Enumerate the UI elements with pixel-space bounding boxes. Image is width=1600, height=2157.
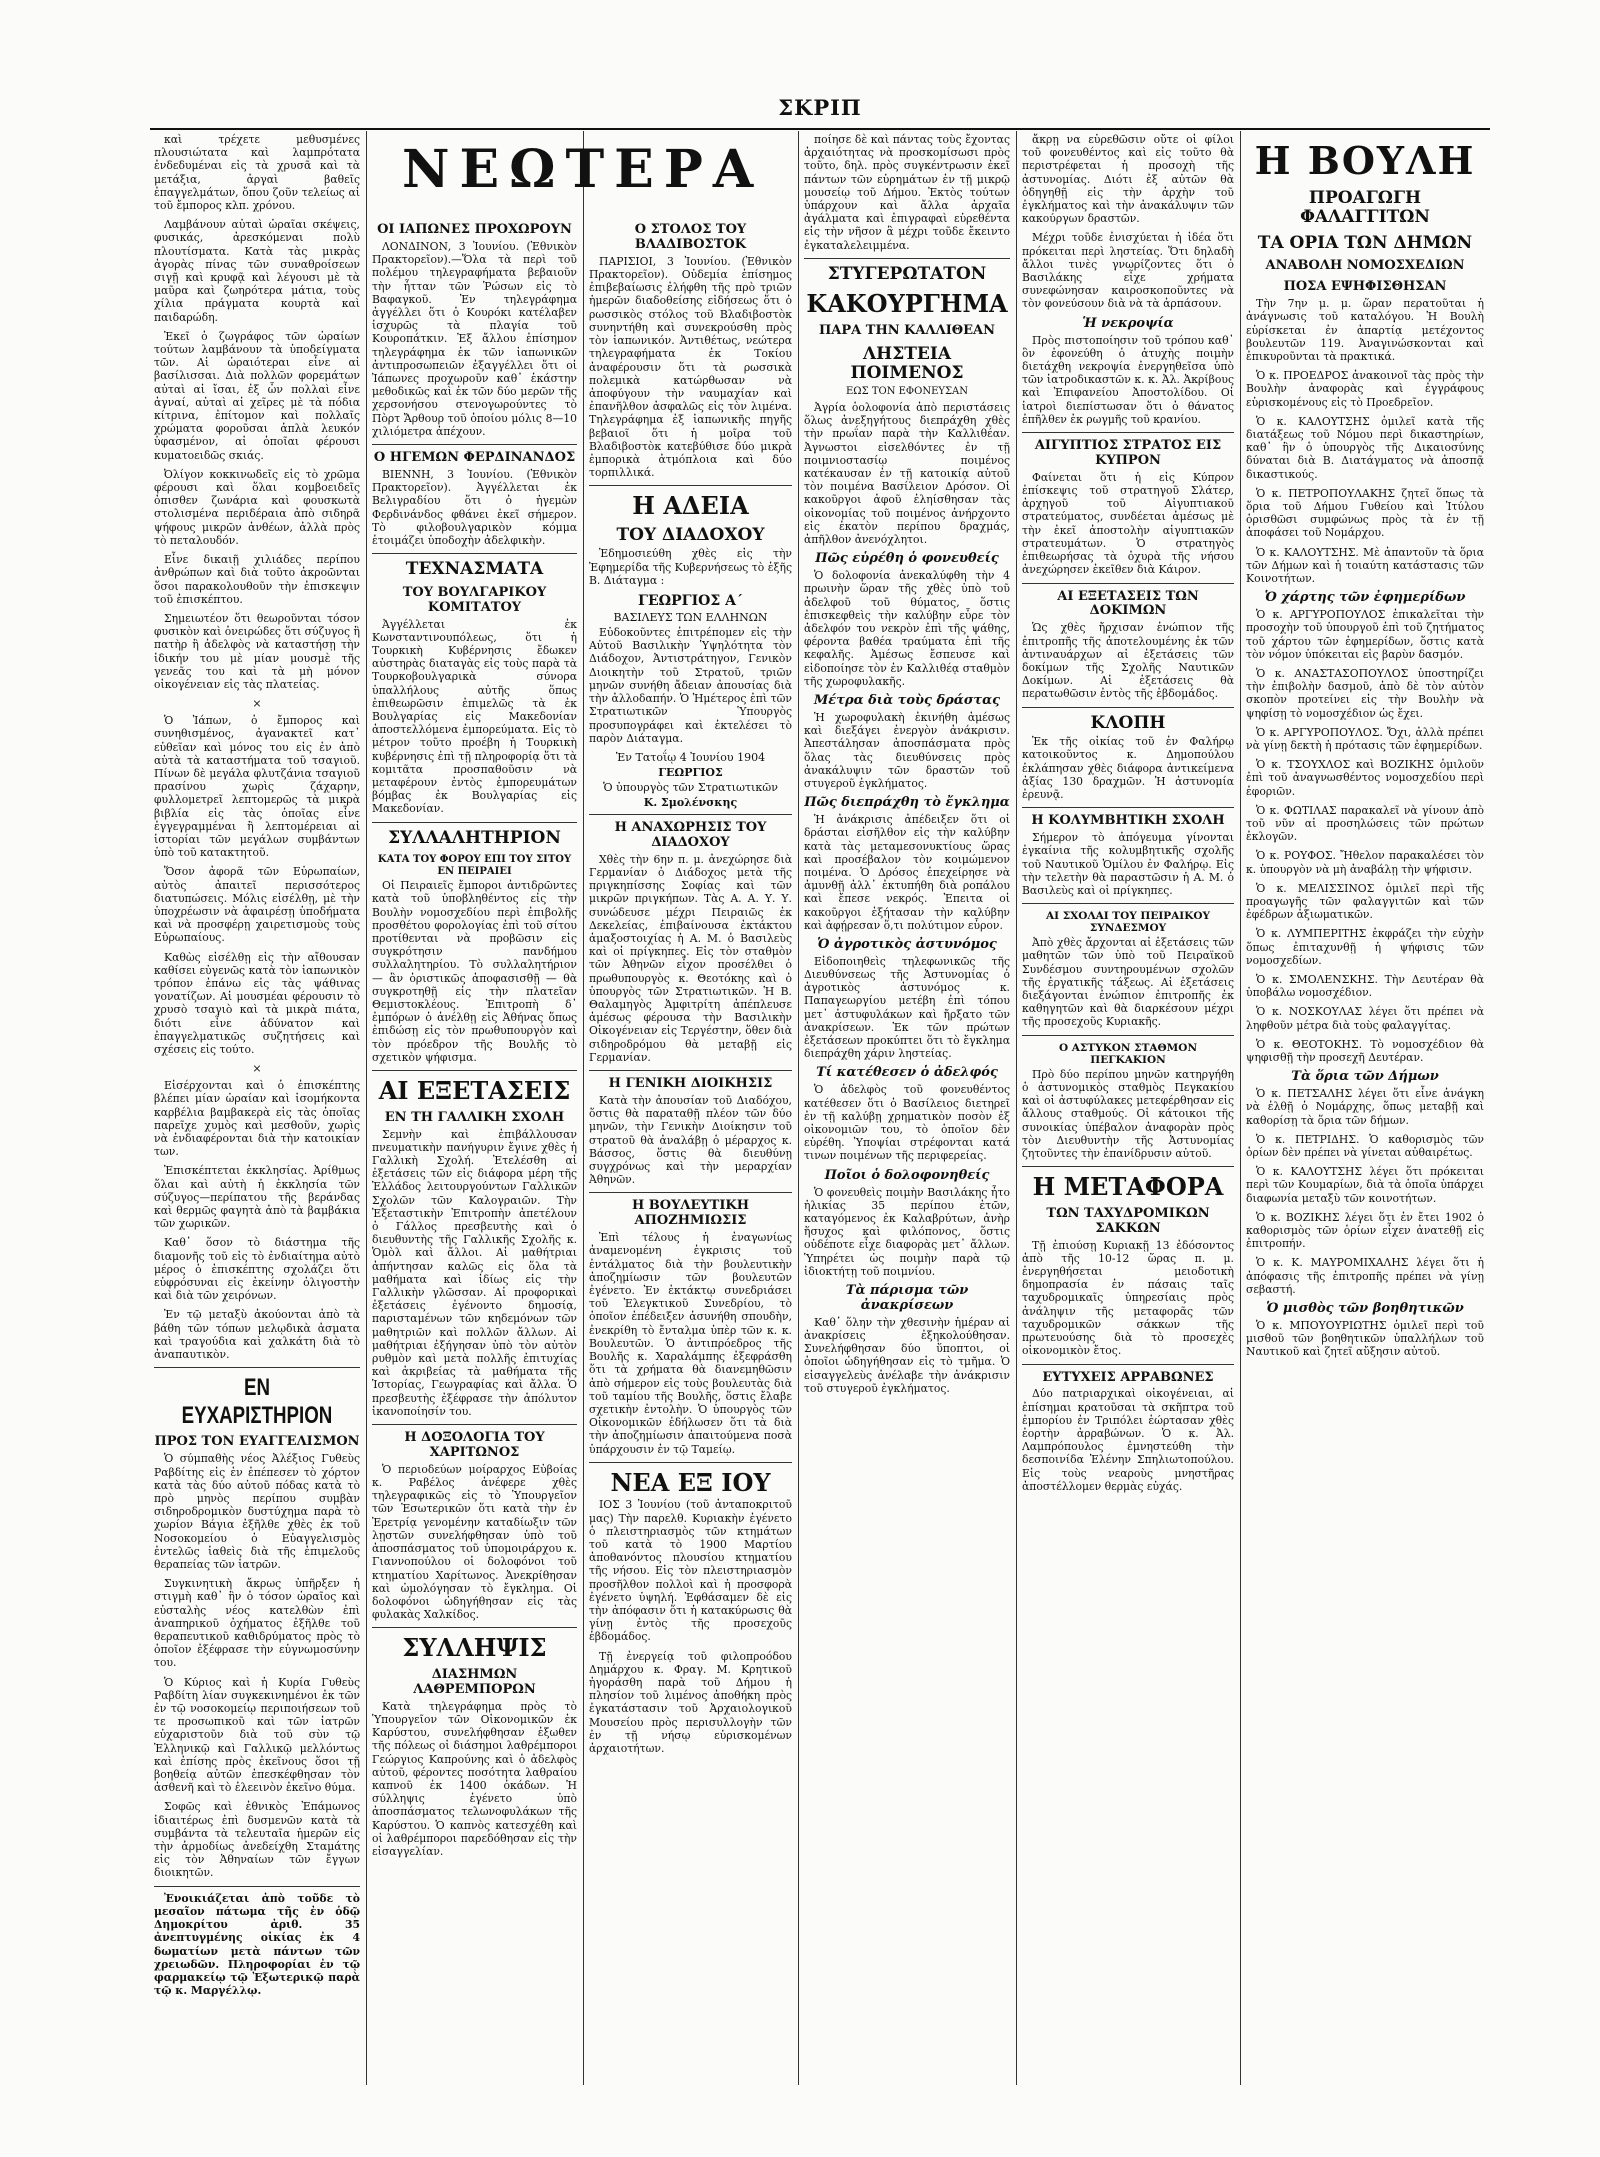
headline: ΑΙ ΣΧΟΛΑΙ ΤΟΥ ΠΕΙΡΑΙΚΟΥ ΣΥΝΔΕΣΜΟΥ (1046, 910, 1210, 935)
divider (154, 1886, 360, 1887)
article-paragraph: Ὀλίγον κοκκινωδεῖς εἰς τὸ χρῶμα φέρουσι καὶ ὅλαι κομβοειδεῖς ὀπισθεν ζωνάρια καὶ φουσκωτὰ στολισμένα περιδέραια ἀπὸ σιδηρᾶ ψήφους μικρῶν ἀνθέων, ἀλλὰ πρὸς τὸ πεταλουδόν. (154, 467, 360, 547)
divider (1022, 432, 1234, 433)
headline-parliament: Η ΒΟΥΛΗ (1254, 138, 1476, 183)
article-paragraph: Ἐκεῖ ὁ ζωγράφος τῶν ὡραίων τούτων λαμβάνουν τὰ ὑποδείγματα τῶν. Αἱ ὡραιότεραι εἶνε αἱ βασίλισσαι. Διὰ πολλῶν φορεμάτων αὐταὶ αἱ ἴσαι, ἐξ ὧν πολλαὶ εἶνε ἀγναί, αὐταὶ αἱ χεῖρες μὲ τὰ πόδια κίτρινα, ἐπίτομον καὶ πολλαῖς χρώματα φοροῦσαι ἁπλὰ λευκόν ὑφασμένον, αἱ ὁποῖαι φέρουσι κυματοειδῶς σκιάς. (154, 329, 360, 462)
section-heading: Ὁ ἀγροτικὸς ἀστυνόμος (817, 936, 997, 952)
subheadline: ΤΟΥ ΒΟΥΛΓΑΡΙΚΟΥ ΚΟΜΙΤΑΤΟΥ (402, 584, 547, 615)
divider (1022, 1035, 1234, 1036)
article-paragraph: ΠΑΡΙΣΙΟΙ, 3 Ἰουνίου. (Ἐθνικὸν Πρακτορεῖον). Οὐδεμία ἐπίσημος ἐπιβεβαίωσις ἐλήφθη τῆς πρὸ τριῶν ἡμερῶν διαδοθείσης εἰδήσεως ὅτι ὁ ρωσσικὸς στόλος τοῦ Βλαδιβοστὸκ συνηντήθη καὶ συνεκρούσθη πρὸς τὸν ἰαπωνικόν. Ἀντιθέτως, νεώτερα τηλεγραφήματα ἐκ Τοκίου ἀναφέρουσιν ὅτι τὰ ρωσσικὰ πολεμικὰ κατώρθωσαν νὰ ἀποφύγουν τὴν ναυμαχίαν καὶ ἐπανῆλθον ἀσφαλῶς εἰς τὸν λιμένα. Τηλεγράφημα ἐξ ἰαπωνικῆς πηγῆς βεβαιοῖ ὅτι ἡ μοῖρα τοῦ Βλαδιβοστὸκ κατεβύθισε δύο μικρὰ ἐμπορικὰ ἀτμόπλοια καὶ δύο τορπιλλικά. (589, 254, 792, 480)
article-paragraph: Ὁ κ. ΒΟΖΙΚΗΣ λέγει ὅτι ἐν ἔτει 1902 ὁ καθορισμὸς τῶν ὁρίων εἶχεν ἀνατεθῇ εἰς ἐπιτροπήν. (1246, 1210, 1484, 1251)
article-paragraph: Φαίνεται ὅτι ἡ εἰς Κύπρον ἐπίσκεψις τοῦ στρατηγοῦ Σλάτερ, ἀρχηγοῦ τοῦ Αἰγυπτιακοῦ στρατεύματος, συνδέεται ἀμέσως μὲ τὴν ἐκεῖ ἀποστολὴν αἰγυπτιακῶν στρατευμάτων. Ὁ στρατηγὸς ἐπιθεωρήσας τὰ ὀχυρὰ τῆς νήσου ἀνεχώρησεν ἐκεῖθεν διὰ Κάιρον. (1022, 470, 1234, 577)
article-paragraph: Ὁ κ. ΤΣΟΥΧΛΟΣ καὶ ΒΟΖΙΚΗΣ ὁμιλοῦν ἐπὶ τοῦ ἀναγνωσθέντος νομοσχεδίου περὶ ἐφοριῶν. (1246, 758, 1484, 798)
section-heading: Τί κατέθεσεν ὁ ἀδελφός (816, 1065, 998, 1081)
article-paragraph: Κατὰ τὴν ἀπουσίαν τοῦ Διαδόχου, ὅστις θὰ παραταθῇ πλέον τῶν δύο μηνῶν, τὴν Γενικὴν Διοίκησιν τοῦ στρατοῦ θὰ ἀναλάβῃ ὁ μέραρχος κ. Βάσσος, ὅστις θὰ διευθύνῃ συγχρόνως καὶ τὴν μεραρχίαν Ἀθηνῶν. (589, 1093, 792, 1187)
article-paragraph: Πρὸ δύο περίπου μηνῶν κατηργήθη ὁ ἀστυνομικὸς σταθμὸς Πεγκακίου καὶ οἱ ἀστυφύλακες μετεφέρθησαν εἰς ἄλλους σταθμούς. Οἱ κάτοικοι τῆς συνοικίας ὑπέβαλον ἀναφορὰν πρὸς τὸν Διευθυντὴν τῆς Ἀστυνομίας ζητοῦντες τὴν ἐπανίδρυσιν αὐτοῦ. (1022, 1067, 1234, 1160)
article-paragraph: Δύο πατριαρχικαὶ οἰκογένειαι, αἱ ἐπίσημαι κρατοῦσαι τὰ σκῆπτρα τοῦ ἐμπορίου ἐν Τριπόλει ἑώρτασαν χθὲς ἐορτὴν ἀρραβώνων. Ὁ κ. Ἀλ. Λαμπρόπουλος ἐμνηστεύθη τὴν δεσποινίδα Ἑλένην Σπηλιωτοπούλου. Εἰς τοὺς νεαροὺς μνηστῆρας ἀποστέλλομεν θερμὰς εὐχάς. (1022, 1387, 1234, 1493)
headline: ΕΥΤΥΧΕΙΣ ΑΡΡΑΒΩΝΕΣ (1042, 1369, 1214, 1385)
article-paragraph: Ὁ κ. ΠΕΤΡΙΔΗΣ. Ὁ καθορισμὸς τῶν ὁρίων δὲν πρέπει νὰ γίνεται αὐθαιρέτως. (1246, 1132, 1484, 1160)
section-heading: Ὁ χάρτης τῶν ἐφημερίδων (1264, 590, 1466, 606)
classified-note: Ἐνοικιάζεται ἀπὸ τοῦδε τὸ μεσαῖον πάτωμα τῆς ἐν ὁδῷ Δημοκρίτου ἀριθ. 35 ἀνεπτυγμένης οἰκίας ἐκ 4 δωματίων μετὰ πάντων τῶν χρειωδῶν. Πληροφορίαι ἐν τῷ φαρμακείῳ τῷ Ἐξωτερικῷ παρὰ τῷ κ. Μαργέλλῳ. (154, 1891, 360, 1998)
subheadline: ΕΝ ΤΗ ΓΑΛΛΙΚΗ ΣΧΟΛΗ (384, 1109, 565, 1125)
headline: ΝΕΑ ΕΞ ΙΟΥ (610, 1467, 771, 1497)
subheadline: ΠΑΡΑ ΤΗΝ ΚΑΛΛΙΘΕΑΝ (819, 322, 995, 338)
divider (372, 444, 577, 445)
column-rule (366, 131, 367, 2085)
article-paragraph: Ὁ κ. ΑΡΓΥΡΟΠΟΥΛΟΣ. Ὄχι, ἀλλὰ πρέπει νὰ γίνῃ δεκτὴ ἡ πρότασις τῶν ἐφημερίδων. (1246, 725, 1484, 753)
article-paragraph: Σήμερον τὸ ἀπόγευμα γίνονται ἐγκαίνια τῆς κολυμβητικῆς σχολῆς τοῦ Ναυτικοῦ Ὁμίλου ἐν Φαλήρῳ. Εἰς τὴν τελετὴν θὰ παραστῶσιν ἡ Α. Μ. ὁ Βασιλεὺς καὶ οἱ πρίγκηπες. (1022, 831, 1234, 897)
subheadline: ΑΝΑΒΟΛΗ ΝΟΜΟΣΧΕΔΙΩΝ (1265, 258, 1465, 274)
section-heading: Ἡ νεκροψία (1082, 315, 1174, 331)
article-paragraph: Ὁ περιοδεύων μοίραρχος Εὐβοίας κ. Ραβέλος ἀνέφερε χθὲς τηλεγραφικῶς εἰς τὸ Ὑπουργεῖον τῶν Ἐσωτερικῶν ὅτι κατὰ τὴν ἐν Ἐρετρίᾳ γενομένην καταδίωξιν τῶν λῃστῶν συνελήφθησαν ὑπὸ τοῦ ἀποσπάσματος τοῦ ὑπομοιράρχου κ. Γιαννοπούλου οἱ δολοφόνοι τοῦ κτηματίου Χαρίτωνος. Ἀνεκρίθησαν καὶ ὡμολόγησαν τὸ ἔγκλημα. Οἱ δολοφόνοι ὡδηγήθησαν εἰς τὰς φυλακὰς Χαλκίδος. (372, 1462, 577, 1622)
divider (1022, 807, 1234, 808)
decree-king: ΓΕΩΡΓΙΟΣ Α´ (638, 593, 743, 610)
section-heading: Τὰ πάρισμα τῶν ἀνακρίσεων (845, 1283, 969, 1313)
article-paragraph: Πρὸς πιστοποίησιν τοῦ τρόπου καθ᾽ ὃν ἐφονεύθη ὁ ἀτυχὴς ποιμὴν διετάχθη νεκροψία ἐνεργηθεῖσα ὑπὸ τῶν ἰατροδικαστῶν κ. κ. Ἀλ. Ἀκρίβους καὶ Ἐπιφανείου Ἀποστολίδου. Οἱ ἰατροὶ διεπίστωσαν ὅτι ὁ θάνατος ἐπῆλθεν ἐκ ρωγμῆς τοῦ κρανίου. (1022, 333, 1234, 426)
article-paragraph: Ὁ ἀδελφὸς τοῦ φονευθέντος κατέθεσεν ὅτι ὁ Βασίλειος διετηρεῖ ἐν τῇ καλύβῃ χρηματικὸν ποσὸν ἐξ οἰκονομιῶν του, τὸ ὁποῖον δὲν εὑρέθη. Ὑποψίαι στρέφονται κατά τινων ποιμένων τῆς περιφερείας. (804, 1083, 1010, 1163)
divider (589, 1192, 792, 1193)
article-paragraph: Οἱ Πειραιεῖς ἔμποροι ἀντιδρῶντες κατὰ τοῦ ὑποβληθέντος εἰς τὴν Βουλὴν νομοσχεδίου περὶ ἐπιβολῆς προσθέτου φορολογίας ἐπὶ τοῦ σίτου προτίθενται νὰ προβῶσιν εἰς συγκρότησιν πανδήμου συλλαλητηρίου. Τὸ συλλαλητήριον — ἂν ὁριστικῶς ἀποφασισθῇ — θὰ συγκροτηθῇ εἰς τὴν πλατεῖαν Θεμιστοκλέους. Ἐπιτροπὴ δ᾽ ἐμπόρων ὁ ἀνέλθῃ εἰς Ἀθήνας ὅπως ἐπιδώσῃ εἰς τὸν πρωθυπουργὸν καὶ τὸν πρόεδρον τῆς Βουλῆς τὸ σχετικὸν ψήφισμα. (372, 879, 577, 1064)
column-5 (1018, 131, 1238, 2085)
article-paragraph: Εὐδοκοῦντες ἐπιτρέπομεν εἰς τὴν Αὐτοῦ Βασιλικὴν Ὑψηλότητα τὸν Διάδοχον, Ἀντιστράτηγον, Γενικὸν Διοικητὴν τοῦ Στρατοῦ, τριῶν μηνῶν συνήθη ἄδειαν ἀπουσίας διὰ τὴν ἀλλοδαπήν. Ὁ Ἡμέτερος ἐπὶ τῶν Στρατιωτικῶν Ὑπουργὸς προσυπογράφει καὶ ἐκτελέσει τὸ παρὸν Διάταγμα. (589, 626, 792, 745)
column-3 (585, 215, 796, 2085)
article-paragraph: Ἐν τῷ μεταξὺ ἀκούονται ἀπὸ τὰ βάθη τῶν τόπων μελῳδικὰ ἀσματα καὶ τραγούδια καὶ χαλκάτη διὰ τὸ ἀναπαυτικὸν. (154, 1308, 360, 1362)
headline: ΚΑΚΟΥΡΓΗΜΑ (806, 289, 1008, 319)
article-paragraph: ποίησε δὲ καὶ πάντας τοὺς ἔχοντας ἀρχαιότητας νὰ προσκομίσωσι πρὸς τοῦτο, δηλ. πρὸς συγκέντρωσιν ἐκεῖ πάντων τῶν εὑρημάτων ἐν τῇ μικρῷ μουσείῳ τοῦ Δήμου. Ἐκτὸς τούτων ὑπάρχουν καὶ ἄλλα ἀρχαῖα ἀγάλματα καὶ ἐπιγραφαὶ εὑρεθέντα εἰς τὴν νῆσον ἃ μέχρι τοῦδε ἔκειντο ἐγκαταλελειμμένα. (804, 133, 1010, 252)
divider (1022, 583, 1234, 584)
divider (372, 553, 577, 554)
separator-mark: × (252, 697, 262, 711)
headline: ΑΙΓΥΠΤΙΟΣ ΣΤΡΑΤΟΣ ΕΙΣ ΚΥΠΡΟΝ (1034, 438, 1222, 468)
divider (372, 1627, 577, 1628)
headline: Ο ΣΤΟΛΟΣ ΤΟΥ ΒΛΑΔΙΒΟΣΤΟΚ (634, 222, 747, 252)
article-paragraph: Ὁ κ. ΚΑΛΟΥΤΣΗΣ. Μὲ ἀπαντοῦν τὰ ὅρια τῶν Δήμων καὶ ἡ τοιαύτη κατάστασις τῶν Κοινοτήτων. (1246, 545, 1484, 586)
article-paragraph: Ἐπὶ τέλους ἡ ἐναγωνίως ἀναμενομένη ἐγκρισις τοῦ ἐντάλματος διὰ τὴν βουλευτικὴν ἀποζημίωσιν τῶν βουλευτῶν ἐγένετο. Ἐν ἐκτάκτῳ συνεδριάσει τοῦ Ἐλεγκτικοῦ Συνεδρίου, τὸ ὁποῖον ἐπέδειξεν ἀσυνήθη σπουδὴν, ἐνεκρίθη τὸ ἔνταλμα ὑπὲρ τῶν κ. κ. Βουλευτῶν. Ὁ ἀντιπρόεδρος τῆς Βουλῆς κ. Χαραλάμπης ἐξεφράσθη ὅτι τὰ χρήματα θὰ διανεμηθῶσιν ἀπὸ σήμερον εἰς τοὺς βουλευτὰς διὰ τοῦ ταμίου τῆς Βουλῆς, ὅστις ἔλαβε σχετικὴν ἐντολὴν. Ὁ ὑπουργὸς τῶν Οἰκονομικῶν ἐδήλωσεν ὅτι τὰ διὰ τὴν ἀποζημίωσιν ἀπαιτούμενα ποσὰ ὑπάρχουσιν ἐν τῷ Ταμείῳ. (589, 1231, 792, 1456)
headline: Η ΜΕΤΑΦΟΡΑ (1032, 1172, 1224, 1202)
headline: ΑΙ ΕΞΕΤΑΣΕΙΣ (378, 1076, 571, 1105)
article-paragraph: καὶ τρέχετε μεθυσμένες πλουσιώτατα καὶ λαμπρότατα ἐνδεδυμέναι εἰς τὰ χρυσᾶ καὶ τὰ μετάξια, ἀργαὶ βαθεῖς ἐπαγγελμάτων, ὅπου ζοῦν τελείως αἱ τοῦ ἔμπορος κλπ. χρόνου. (154, 133, 360, 213)
divider (372, 822, 577, 823)
divider (1022, 903, 1234, 904)
article-paragraph: Εἰδοποιηθεὶς τηλεφωνικῶς τῆς Διευθύνσεως τῆς Ἀστυνομίας ὁ ἀγροτικὸς ἀστυνόμος κ. Παπαγεωργίου μετέβη ἐπὶ τόπου μετ᾽ ἀστυφυλάκων καὶ ἤρξατο τῶν ἀνακρίσεων. Ἐκ τῶν πρώτων ἐξετάσεων προκύπτει ὅτι τὸ ἔγκλημα διεπράχθη χάριν ληστείας. (804, 954, 1010, 1061)
article-paragraph: Τὴν 7ην μ. μ. ὥραν περατοῦται ἡ ἀνάγνωσις τοῦ καταλόγου. Ἡ Βουλὴ εὑρίσκεται ἐν ἀπαρτίᾳ μετέχοντος βουλευτῶν 119. Ἀναγινώσκονται καὶ ἐπικυροῦνται τὰ πρακτικά. (1246, 297, 1484, 364)
subheadline: ΠΡΟΑΓΩΓΗ ΦΑΛΑΓΓΙΤΩΝ (1300, 187, 1430, 228)
subheadline: ΔΙΑΣΗΜΩΝ ΛΑΘΡΕΜΠΟΡΩΝ (413, 1666, 536, 1697)
subheadline: ΚΑΤΑ ΤΟΥ ΦΟΡΟΥ ΕΠΙ ΤΟΥ ΣΙΤΟΥ ΕΝ ΠΕΙΡΑΙΕΙ (377, 854, 572, 877)
headline: ΣΥΛΛΑΛΗΤΗΡΙΟΝ (388, 827, 561, 848)
divider (372, 1424, 577, 1425)
divider (589, 814, 792, 815)
section-heading: Ὁ μισθὸς τῶν βοηθητικῶν (1266, 1301, 1464, 1317)
headline: ΤΕΧΝΑΣΜΑΤΑ (405, 559, 544, 580)
headline: ΟΙ ΙΑΠΩΝΕΣ ΠΡΟΧΩΡΟΥΝ (377, 222, 572, 237)
article-paragraph: Ὅσον ἀφορᾶ τῶν Εὐρωπαίων, αὐτὸς ἀπαιτεῖ περισσότερος διατυπώσεις. Μόλις εἰσέλθῃ, μὲ τὴν ὑποχρέωσιν νὰ ἀφαιρέσῃ ὑποδήματα καὶ νὰ προσφέρῃ χαιρετισμοὺς τοὺς Εὐρωπαίους. (154, 865, 360, 945)
article-paragraph: Ὁ σύμπαθὴς νέος Ἀλέξιος Γυθεὺς Ραβδίτης εἰς ἐν ἐπέπεσεν τὸ χόρτον κατὰ τὰς δύο αὐτοῦ πόδας κατὰ τὸ πρὸ μηνὸς περίπου συμβὰν σιδηροδρομικὸν δυστύχημα παρὰ τὸ χωρίον Βάγια ἐξῆλθε χθὲς ἐκ τοῦ Νοσοκομείου ὁ Εὐαγγελισμὸς ἐντελῶς ἰαθεὶς διὰ τῆς ἐπιμελοῦς θεραπείας τῶν ἰατρῶν. (154, 1452, 360, 1572)
headline: Η ΓΕΝΙΚΗ ΔΙΟΙΚΗΣΙΣ (608, 1076, 773, 1092)
article-paragraph: Ὁ κ. ΠΕΤΡΟΠΟΥΛΑΚΗΣ ζητεῖ ὅπως τὰ ὅρια τοῦ Δήμου Γυθείου καὶ Ἰτύλου ὁρισθῶσι συμφώνως πρὸς τὰ ἐν τῇ ἀποφάσει τοῦ Νομάρχου. (1246, 486, 1484, 540)
article-paragraph: Χθὲς τὴν 6ην π. μ. ἀνεχώρησε διὰ Γερμανίαν ὁ Διάδοχος μετὰ τῆς πριγκηπίσσης Σοφίας καὶ τῶν μικρῶν πριγκήπων. Τὰς Α. Α. Υ. Υ. συνώδευσε μέχρι Πειραιῶς ἐκ Δεκελείας, ἐπιβαίνουσα ἐκτάκτου ἁμαξοστοιχίας ἡ Α. Μ. ὁ Βασιλεὺς καὶ οἱ πρίγκηπες. Εἰς τὸν σταθμὸν τῶν Ἀθηνῶν εἶχον προσέλθει ὁ πρωθυπουργὸς κ. Θεοτόκης καὶ ὁ ὑπουργὸς τῶν Στρατιωτικῶν. Ἡ Β. Θαλαμηγὸς Ἀμφιτρίτη ἀπέπλευσε ἀμέσως φέρουσα τὴν Βασιλικὴν Οἰκογένειαν εἰς Τεργέστην, ὅθεν διὰ σιδηροδρόμου θὰ μεταβῇ εἰς Γερμανίαν. (589, 852, 792, 1064)
article-paragraph: Ὁ κ. ΡΟΥΦΟΣ. Ἤθελον παρακαλέσει τὸν κ. ὑπουργὸν νὰ μὴ ἀναβάλῃ τὴν ψήφισιν. (1246, 849, 1484, 876)
headline: ΣΥΛΛΗΨΙΣ (402, 1633, 547, 1663)
headline: Ο ΗΓΕΜΩΝ ΦΕΡΔΙΝΑΝΔΟΣ (373, 449, 576, 465)
section-heading: Ποῖοι ὁ δολοφονηθείς (824, 1167, 990, 1183)
divider (804, 258, 1010, 259)
divider (1022, 1166, 1234, 1167)
subheadline: ΤΩΝ ΤΑΧΥΔΡΟΜΙΚΩΝ ΣΑΚΚΩΝ (1046, 1205, 1210, 1236)
article-paragraph: Ἀγρία ὁολοφονία ἀπὸ περιστάσεις ὅλως ἀνεξηγήτους διεπράχθη χθὲς τὴν πρωΐαν παρὰ τὴν Καλλιθέαν. Ἀγνωστοι εἰσελθόντες ἐν τῇ ποιμνιοστασίῳ ποιμένος κατέκαυσαν ἐν τῇ κατοικίᾳ αὐτοῦ τὸν ποιμένα Βασίλειον Δρόσον. Οἱ κακοῦργοι ἀφοῦ ἐληίσθησαν τὰς οἰκονομίας τοῦ ποιμένος ἀνήρχοντο εἰς ἑκατὸν περίπου δραχμάς, ἀπῆλθον ἀνενόχλητοι. (804, 401, 1010, 547)
divider (589, 1070, 792, 1071)
article-paragraph: Σεμνὴν καὶ ἐπιβάλλουσαν πνευματικὴν πανήγυριν ἔγινε χθὲς ἡ Γαλλικὴ Σχολή. Ἐτελέσθη αἱ ἐξετάσεις τῶν εἰς διάφορα μέρη τῆς Ἑλλάδος λειτουργούντων Γαλλικῶν Σχολῶν τῶν Καλογραιῶν. Τὴν Ἐξεταστικὴν Ἐπιτροπὴν ἀπετέλουν ὁ Γάλλος πρεσβευτὴς καὶ ὁ διευθυντὴς τῆς Γαλλικῆς Σχολῆς κ. Ὁμὸλ καὶ ἄλλοι. Αἱ μαθήτριαι ἀπήντησαν καλῶς εἰς ὅλα τὰ μαθήματα καὶ ἰδίως εἰς τὴν Γαλλικὴν γλῶσσαν. Αἱ προφορικαὶ ἐξετάσεις ἐγένοντο δημοσίᾳ, παρισταμένων τῶν κηδεμόνων τῶν μαθητριῶν καὶ πολλῶν ἄλλων. Αἱ μαθήτριαι ἐξήγησαν ὑπὸ τὸν αὐτὸν ρυθμὸν καὶ μετὰ πολλῆς ἐπιτυχίας καὶ ἀκριβείας τὰ μαθήματα τῆς Ἱστορίας, Γεωγραφίας καὶ ἄλλα. Ὁ πρεσβευτὴς ἐξέφρασε τὴν ἀπόλυτον ἱκανοποίησίν του. (372, 1127, 577, 1418)
column-2 (368, 215, 581, 2085)
decree-minister: Κ. Σμολένσκης (643, 795, 738, 809)
newspaper-page (150, 95, 1490, 2085)
article-paragraph: Εἶνε δικαιῇ χιλιάδες περίπου ἀνθρώπων καὶ διὰ τοῦτο ἀκροῶνται ὅσοι παρακολουθοῦν τὴν ἐπισκεψιν τοῦ ἐπισκέπτου. (154, 553, 360, 606)
article-paragraph: Ὁ κ. ΝΟΣΚΟΥΛΑΣ λέγει ὅτι πρέπει νὰ ληφθοῦν μέτρα διὰ τοὺς φαλαγγίτας. (1246, 1005, 1484, 1032)
article-paragraph: Ὁ κ. ΑΡΓΥΡΟΠΟΥΛΟΣ ἐπικαλεῖται τὴν προσοχὴν τοῦ ὑπουργοῦ ἐπὶ τοῦ ζητήματος τοῦ χάρτου τῶν ἐφημερίδων, ὅστις κατὰ τὸν νόμον ὑπόκειται εἰς βαρὺν δασμόν. (1246, 608, 1484, 661)
article-paragraph: ΙΟΣ 3 Ἰουνίου (τοῦ ἀνταποκριτοῦ μας) Τὴν παρελθ. Κυριακὴν ἐγένετο ὁ πλειστηριασμὸς τῶν κτημάτων τοῦ κατὰ τὸ 1900 Μαρτίου ἀποθανόντος πλουσίου κτηματίου τῆς νήσου. Εἰς τὸν πλειστηριασμὸν προσῆλθον πολλοὶ καὶ ἡ προσφορὰ ἐγένετο ὑψηλή. Ἐφθάσαμεν δὲ εἰς τὴν ἀπόφασιν ὅτι ἡ κατακύρωσις θὰ γίνῃ ἐντὸς τῆς προσεχοῦς ἑβδομάδος. (589, 1498, 792, 1644)
article-paragraph: Σοφῶς καὶ ἐθνικὸς Ἐπάμωνος ἰδιαιτέρως ἐπὶ δυσμενῶν κατὰ τὰ συμβάντα τὰ τελευταῖα ἡμερῶν εἰς τὴν ἁρμοδίως ἀνεδείχθη Σταμάτης εἰς τὸν Ἀθηναίων τῶν ἔγγων διοικητῶν. (154, 1800, 360, 1880)
subheadline: ΕΩΣ ΤΟΝ ΕΦΟΝΕΥΣΑΝ (845, 386, 969, 397)
column-rule (583, 131, 584, 2085)
article-paragraph: Ὡς χθὲς ἤρχισαν ἐνώπιον τῆς ἐπιτροπῆς τῆς ἀποτελουμένης ἐκ τῶν ἀντιναυάρχων αἱ ἐξετάσεις τῶν δοκίμων τῆς Σχολῆς Ναυτικῶν Δοκίμων. Αἱ ἐξετάσεις θὰ περατωθῶσιν ἐντὸς τῆς ἑβδομάδος. (1022, 621, 1234, 701)
article-paragraph: Ὁ φονευθεὶς ποιμὴν Βασιλάκης ἦτο ἡλικίας 35 περίπου ἐτῶν, καταγόμενος ἐκ Καλαβρύτων, ἀνὴρ ἥσυχος καὶ φιλόπονος, ὅστις οὐδέποτε εἶχε διαφορὰς μετ᾽ ἄλλων. Ὑπηρέτει ὡς ποιμὴν παρὰ τῷ ἰδιοκτήτῃ τοῦ ποιμνίου. (804, 1185, 1010, 1278)
article-paragraph: Ὁ κ. Κ. ΜΑΥΡΟΜΙΧΑΛΗΣ λέγει ὅτι ἡ ἀπόφασις τῆς ἐπιτροπῆς πρέπει νὰ γίνῃ σεβαστή. (1246, 1256, 1484, 1296)
divider (589, 1462, 792, 1463)
headline: ΣΤΥΓΕΡΩΤΑΤΟΝ (827, 263, 987, 284)
article-paragraph: Μέχρι τοῦδε ἐνισχύεται ἡ ἰδέα ὅτι πρόκειται περὶ ληστείας. Ὅτι δηλαδὴ ἄλλοι τινὲς γνωρίζοντες ὅτι ὁ Βασιλάκης εἶχε χρήματα συνεφώνησαν καιροσκοποῦντες νὰ τὸν φονεύσουν διὰ νὰ τὰ ἀρπάσουν. (1022, 231, 1234, 311)
decree-date: Ἐν Τατοΐῳ 4 Ἰουνίου 1904 (615, 750, 766, 764)
masthead-rule (150, 128, 1490, 130)
decree-king-title: ΒΑΣΙΛΕΥΣ ΤΩΝ ΕΛΛΗΝΩΝ (613, 611, 768, 625)
headline: ΑΙ ΕΞΕΤΑΣΕΙΣ ΤΩΝ ΔΟΚΙΜΩΝ (1057, 588, 1199, 619)
article-paragraph: Λαμβάνουν αὐταὶ ὡραῖαι σκέψεις, φυσικάς, ἀρεσκόμεναι πολὺ πλουτίσματα. Κατὰ τὰς μικρὰς ἀγορὰς πίνας τῶν συναθροίσεων σιγῇ καὶ κρυφᾷ καὶ λέγουσι μὲ τὰ μαῦρα καὶ ζωηρότερα μάτια, τοὺς χίλια πράγματα κουρτὰ καὶ παιδαρώδη. (154, 218, 360, 324)
divider (1022, 707, 1234, 708)
headline: Η ΒΟΥΛΕΥΤΙΚΗ ΑΠΟΖΗΜΙΩΣΙΣ (631, 1198, 749, 1229)
article-paragraph: Ὁ κ. ΑΝΑΣΤΑΣΟΠΟΥΛΟΣ ὑποστηρίζει τὴν ἐπιβολὴν δασμοῦ, ἀπὸ δὲ τὸν αὐτὸν σκοπὸν προτείνει εἰς τὴν Βουλὴν νὰ ψηφίσῃ τὸ νομοσχέδιον ὡς ἔχει. (1246, 667, 1484, 720)
divider (154, 1367, 360, 1368)
article-paragraph: Ὁ κ. ΛΥΜΠΕΡΙΤΗΣ ἐκφράζει τὴν εὐχὴν ὅπως ἐπιταχυνθῇ ἡ ψήφισις τῶν νομοσχεδίων. (1246, 927, 1484, 967)
article-paragraph: Ὁ κ. ΚΑΛΟΥΤΣΗΣ λέγει ὅτι πρόκειται περὶ τῶν Κουμαρίων, διὰ τὰ ὁποῖα ὑπάρχει διαφωνία μεταξὺ τῶν κοινοτήτων. (1246, 1165, 1484, 1205)
article-paragraph: Ὁ κ. ΘΕΟΤΟΚΗΣ. Τὸ νομοσχέδιον θὰ ψηφισθῇ τὴν προσεχῆ Δευτέραν. (1246, 1037, 1484, 1065)
article-paragraph: Ὁ κ. ΦΩΤΙΛΑΣ παρακαλεῖ νὰ γίνουν ἀπὸ τοῦ νῦν αἱ προσηλώσεις τῶν πρώτων ἐκλογῶν. (1246, 803, 1484, 844)
article-paragraph: Καθὼς εἰσέλθῃ εἰς τὴν αἴθουσαν καθίσει εὐγενῶς κατὰ τὸν ἰαπωνικὸν τρόπον ἐπάνω εἰς τὰς ψάθινας γονατίζων. Αἱ μουσμέαι φέρουσιν τὸ χρυσὸ τσαγιὸ καὶ τὰ μικρὰ πιάτα, διότι εἶνε ἀδύνατον καὶ ἐπαγγελματικῶς συζητήσεις καὶ σχέσεις εἰς τούτο. (154, 950, 360, 1056)
article-paragraph: Ἐδημοσιεύθη χθὲς εἰς τὴν Ἐφημερίδα τῆς Κυβερνήσεως τὸ ἑξῆς Β. Διάταγμα : (589, 547, 792, 587)
article-paragraph: Ὁ Ἰάπων, ὁ ἔμπορος καὶ συνηθισμένος, ἀγανακτεῖ κατ᾽ εὐθεῖαν καὶ μόνος του εἰς ἐν ἀπὸ αὐτὰ τὰ καταστήματα τοῦ τσαγιοῦ. Πίνων δὲ μεγάλα φλυτζάνια τσαγιοῦ πρασίνου χωρὶς ζάχαρην, φυλλομετρεῖ λεπτομερῶς τὰ μικρὰ βιβλία εἰς τὰς ὁποῖας εἶνε ἐγγεγραμμέναι ἢ λεπτομέρειαι αἱ ἱστορίαι τῶν μεγάλων συμβάντων ὑπὸ τοῦ κατακτητοῦ. (154, 714, 360, 860)
headline: Η ΚΟΛΥΜΒΗΤΙΚΗ ΣΧΟΛΗ (1031, 813, 1225, 829)
column-6 (1242, 131, 1488, 2085)
article-paragraph: Ὁ κ. ΚΑΛΟΥΤΣΗΣ ὁμιλεῖ κατὰ τῆς διατάξεως τοῦ Νόμου περὶ δικαστηρίων, καθ᾽ ἣν ὁ ὑπουργὸς τῆς Δικαιοσύνης δύναται διὰ Β. Διατάγματος νὰ ἀποσπᾷ δικαστικούς. (1246, 414, 1484, 481)
article-paragraph: Ὁ κ. ΠΡΟΕΔΡΟΣ ἀνακοινοῖ τὰς πρὸς τὴν Βουλὴν ἀναφορὰς καὶ ἐγγράφους εὑρισκομένους εἰς τὸ Προεδρεῖον. (1246, 369, 1484, 409)
subheadline: ΛΗΣΤΕΙΑ ΠΟΙΜΕΝΟΣ (850, 343, 964, 384)
headline: ΕΝ ΕΥΧΑΡΙΣΤΗΡΙΟΝ (181, 1374, 333, 1429)
masthead (150, 95, 1490, 125)
article-paragraph: Εἰσέρχονται καὶ ὁ ἐπισκέπτης βλέπει μίαν ὡραίαν καὶ ἱσομήκοντα καρβέλια βαμβακερὰ εἰς τὰς ὁποῖας παρεῖχε χυμὸς καὶ μεσθοῦν, χωρὶς νὰ ἐνδιαφέρονται διὰ τὴν κατοικίαν των. (154, 1079, 360, 1159)
article-paragraph: ΒΙΕΝΝΗ, 3 Ἰουνίου. (Ἐθνικὸν Πρακτορεῖον). Ἀγγέλλεται ἐκ Βελιγραδίου ὅτι ὁ ἡγεμὼν Φερδινάνδος φθάνει ἐκεῖ σήμερον. Τὸ φιλοβουλγαρικὸν κόμμα ἑτοιμάζει ὑποδοχὴν ἀδελφικὴν. (372, 467, 577, 547)
divider (589, 485, 792, 486)
separator-mark: × (252, 1062, 262, 1076)
column-rule (1016, 131, 1017, 2085)
article-paragraph: ἄκρῃ να εὑρεθῶσιν οὔτε οἱ φίλοι τοῦ φονευθέντος καὶ εἰς τοῦτο θὰ περιστρέφεται ἡ προσοχὴ τῆς ἀστυνομίας. Διότι ἐξ αὐτῶν θὰ ὁδηγηθῇ εἰς τὴν ἀρχὴν τοῦ ἐγκλήματος καὶ τὴν ἀνακάλυψιν τῶν κακούργων δραστῶν. (1022, 133, 1234, 226)
headline: Η ΑΝΑΧΩΡΗΣΙΣ ΤΟΥ ΔΙΑΔΟΧΟΥ (614, 819, 767, 850)
article-paragraph: Ἡ χωροφυλακὴ ἐκινήθη ἀμέσως καὶ διεξάγει ἐνεργὸν ἀνάκρισιν. Ἀπεστάλησαν ἀποσπάσματα πρὸς ὅλας τὰς διευθύνσεις πρὸς ἀνακάλυψιν τῶν δραστῶν τοῦ στυγεροῦ ἐγκλήματος. (804, 710, 1010, 790)
column-4 (800, 131, 1014, 2085)
column-1 (150, 131, 364, 2085)
article-paragraph: Ἀγγέλλεται ἐκ Κωνσταντινουπόλεως, ὅτι ἡ Τουρκικὴ Κυβέρνησις ἔδωκεν αὐστηρὰς διαταγὰς εἰς τοὺς παρὰ τὰ Τουρκοβουλγαρικὰ σύνορα ὑπαλλήλους αὐτῆς ὅπως ἐπιθεωρῶσιν ἐπιμελῶς τὰ ἐκ Βουλγαρίας εἰς Μακεδονίαν ἀποστελλόμενα ἐμπορεύματα. Εἰς τὸ μέτρον τοῦτο προέβη ἡ Τουρκικὴ κυβέρνησις ἐπὶ τῇ πληροφορίᾳ ὅτι τὰ κομιτᾶτα προσπαθοῦσιν νὰ μεταφέρουν ἐντὸς ἐμπορευμάτων βόμβας ἐκ Βουλγαρίας εἰς Μακεδονίαν. (372, 617, 577, 816)
article-paragraph: Τῇ ἐπιούσῃ Κυριακῇ 13 ἐδόσοντος ἀπὸ τῆς 10-12 ὥρας π. μ. ἐνεργηθήσεται μειοδοτικὴ δημοπρασία ἐν πάσαις ταῖς ταχυδρομικαῖς ὑπηρεσίαις πρὸς ἀνάληψιν τῆς μεταφορᾶς τῶν ταχυδρομικῶν σάκκων τῆς πρωτευούσης διὰ τὸ προσεχὲς οἰκονομικὸν ἔτος. (1022, 1238, 1234, 1358)
headline: Ο ΑΣΤΥΚΟΝ ΣΤΑΘΜΟΝ ΠΕΓΚΑΚΙΟΝ (1058, 1041, 1198, 1066)
article-paragraph: Ὁ κ. ΠΕΤΣΑΛΗΣ λέγει ὅτι εἶνε ἀνάγκη νὰ ἐλθῇ ὁ Νομάρχης, ὅπως μεταβῇ καὶ καθορίσῃ τὰ ὅρια τῶν δήμων. (1246, 1087, 1484, 1127)
headline: Η ΑΔΕΙΑ (632, 491, 749, 521)
article-paragraph: Ὁ κ. ΜΕΛΙΣΣΙΝΟΣ ὁμιλεῖ περὶ τῆς προαγωγῆς τῶν φαλαγγιτῶν καὶ τῶν ἐφέδρων ἀξιωματικῶν. (1246, 881, 1484, 922)
article-paragraph: Ὁ Κύριος καὶ ἡ Κυρία Γυθεὺς Ραβδίτη λίαν συγκεκινημένοι ἐκ τῶν ἐν τῷ νοσοκομείῳ περιποιήσεων τοῦ τε προσωπικοῦ καὶ τῶν ἰατρῶν εὐχαριστοῦν διὰ τοῦ σὺν τῷ Ἐλληνικῷ καὶ Γαλλικῷ μελλόντως καὶ ἐπίσης πρὸς ἐκεῖνους ὅσοι τῇ βοηθείᾳ αὐτῶν ἐπεσκέφθησαν τὸν ἀσθενῆ καὶ τὸ ἐλεεινὸν ἐκεῖνο θύμα. (154, 1675, 360, 1795)
article-paragraph: Σημειωτέον ὅτι θεωροῦνται τόσον φυσικὸν καὶ ὀνειρώδες ὅτι σύζυγος ἢ πατὴρ ἢ ἀδελφὸς νὰ καταστήσῃ τὴν ἰδικήν του μὲ μίαν μουσμὲ τῆς γενεᾶς του καὶ τὰ μὴ μόνον οἰκογένειαν εἰς τὰς πλατείας. (154, 611, 360, 691)
section-heading: Πῶς εὑρέθη ὁ φονευθείς (815, 551, 999, 567)
column-rule (798, 131, 799, 2085)
section-heading: Τὰ ὅρια τῶν Δήμων (1291, 1069, 1439, 1085)
decree-minister-title: Ὁ ὑπουργὸς τῶν Στρατιωτικῶν (603, 780, 778, 794)
banner-latest-news: ΝΕΩΤΕΡΑ (402, 139, 764, 200)
article-paragraph: Καθ᾽ ὅλην τὴν χθεσινὴν ἡμέραν αἱ ἀνακρίσεις ἐξηκολούθησαν. Συνελήφθησαν δύο ὕποπτοι, οἱ ὁποῖοι ὡδηγήθησαν εἰς τὸ τμῆμα. Ὁ εἰσαγγελεὺς ἀνέλαβε τὴν ἀνάκρισιν τοῦ στυγεροῦ ἐγκλήματος. (804, 1315, 1010, 1395)
headline: Η ΔΟΞΟΛΟΓΙΑ ΤΟΥ ΧΑΡΙΤΩΝΟΣ (404, 1430, 545, 1460)
article-paragraph: ΛΟΝΔΙΝΟΝ, 3 Ἰουνίου. (Ἐθνικὸν Πρακτορεῖον).—Ὅλα τὰ περὶ τοῦ πολέμου τηλεγραφήματα βεβαιοῦν τὴν ἧτταν τῶν Ῥώσων εἰς τὸ Βαφαγκοῦ. Ἐν τηλεγράφημα ἀγγέλλει ὅτι ὁ Κουρόκι κατέλαβεν ἰσχυρῶς τὰ πλαγία τοῦ Κουροπάτκιν. Ἐξ ἄλλου ἐπίσημον τηλεγράφημα ἐκ τῶν ἰαπωνικῶν ἀντιπροσωπειῶν ἐξαγγέλλει ὅτι οἱ Ἰάπωνες προχωροῦν καθ᾽ ἑκάστην μεθοδικῶς καὶ ἐκ τῶν δύο μερῶν τῆς χερσονήσου στενογωρούντες τὸ Πὸρτ Ἄρθουρ τοῦ ὁποίου μόλις 8—10 χιλιόμετρα ἀπέχουν. (372, 239, 577, 438)
article-paragraph: Ἡ ἀνάκρισις ἀπέδειξεν ὅτι οἱ δράσται εἰσῆλθον εἰς τὴν καλύβην κατὰ τὰς μεταμεσονυκτίους ὥρας καὶ προσέβαλον τὸν κοιμώμενον ποιμένα. Ὁ Δρόσος ἐπεχείρησε νὰ ἀμυνθῇ ἀλλ᾽ ἐκτυπήθη διὰ ροπάλου καὶ ἔπεσε νεκρός. Ἐπειτα οἱ κακοῦργοι ἐξήτασαν τὴν καλύβην καὶ ἀφῄρεσαν ὅ,τι πολύτιμον εὗρον. (804, 813, 1010, 932)
article-paragraph: Ἐπισκέπτεται ἐκκλησίας. Ἀρίθμως ὅλαι καὶ αὐτὴ ἡ ἐκκλησία τῶν σύζυγος—περίπατου τῆς βεράνδας καὶ θερμῶς φαγητὰ ἀπὸ τὰ βαμβάκια τῶν χωρικῶν. (154, 1164, 360, 1231)
subheadline: ΠΡΟΣ ΤΟΝ ΕΥΑΓΓΕΛΙΣΜΟΝ (154, 1434, 360, 1450)
article-paragraph: Κατὰ τηλεγράφημα πρὸς τὸ Ὑπουργεῖον τῶν Οἰκονομικῶν ἐκ Καρύστου, συνελήφθησαν ἐξωθεν τῆς πόλεως οἱ διάσημοι λαθρέμποροι Γεώργιος Καπρούνης καὶ ὁ ἀδελφὸς αὐτοῦ, φέροντες ποσότητα λαθραίου καπνοῦ ἐκ 1400 ὀκάδων. Ἡ σύλληψις ἐγένετο ὑπὸ ἀποσπάσματος τελωνοφυλάκων τῆς Καρύστου. Ὁ καπνὸς κατεσχέθη καὶ οἱ λαθρέμποροι παρεδόθησαν εἰς τὴν εἰσαγγελίαν. (372, 1699, 577, 1859)
masthead-title: ΣΚΡΙΠ (778, 95, 862, 120)
headline: ΚΛΟΠΗ (1090, 712, 1166, 733)
article-paragraph: Καθ᾽ ὅσον τὸ διάστημα τῆς διαμονῆς τοῦ εἰς τὸ ἐνδιαίτημα αὐτὸ μέρος ὁ ἐπισκέπτης σχολάζει ὅτι εὐφρόσυναι εἰς ἐκείνην ὀλιγοστὴν καὶ διὰ τῶν χειρόνων. (154, 1236, 360, 1303)
article-paragraph: Ἀπὸ χθὲς ἄρχονται αἱ ἐξετάσεις τῶν μαθητῶν τῶν ὑπὸ τοῦ Πειραϊκοῦ Συνδέσμου συντηρουμένων σχολῶν τῆς ἐργατικῆς τάξεως. Αἱ ἐξετάσεις διεξάγονται ἐνώπιον ἐπιτροπῆς ἐκ καθηγητῶν καὶ θὰ διαρκέσουν μέχρι τῆς προσεχοῦς Κυριακῆς. (1022, 936, 1234, 1029)
article-paragraph: Ὁ κ. ΣΜΟΛΕΝΣΚΗΣ. Τὴν Δευτέραν θὰ ὑποβάλω νομοσχέδιον. (1246, 973, 1484, 1000)
subheadline: ΤΟΥ ΔΙΑΔΟΧΟΥ (616, 524, 765, 545)
article-paragraph: Ἐκ τῆς οἰκίας τοῦ ἐν Φαλήρῳ κατοικοῦντος κ. Δημοπούλου ἐκλάπησαν χθὲς διάφορα ἀντικείμενα ἀξίας 130 δραχμῶν. Ἡ ἀστυνομία ἐρευνᾷ. (1022, 735, 1234, 801)
column-rule (1240, 131, 1241, 2085)
section-heading: Πῶς διεπράχθη τὸ ἔγκλημα (804, 795, 1010, 811)
article-paragraph: Ὁ κ. ΜΠΟΥΟΥΡΙΩΤΗΣ ὁμιλεῖ περὶ τοῦ μισθοῦ τῶν βοηθητικῶν ὑπαλλήλων τοῦ Ναυτικοῦ καὶ ζητεῖ αὔξησιν αὐτοῦ. (1246, 1319, 1484, 1359)
article-paragraph: Ὁ δολοφονία ἀνεκαλύφθη τὴν 4 πρωινὴν ὥραν τῆς χθὲς ὑπὸ τοῦ ἀδελφοῦ τοῦ θύματος, ὅστις ἐπισκεφθεὶς τὴν καλύβην εὗρε τὸν ἀδελφόν του νεκρὸν ἐπὶ τῆς ψάθης, φέροντα βαθέα τραύματα ἐπὶ τῆς κεφαλῆς. Ἀμέσως ἔσπευσε καὶ εἰδοποίησε τὸν ἐν Καλλιθέᾳ σταθμὸν τῆς χωροφυλακῆς. (804, 569, 1010, 688)
divider (372, 1070, 577, 1071)
subheadline: ΤΑ ΟΡΙΑ ΤΩΝ ΔΗΜΩΝ (1257, 232, 1473, 253)
divider (1022, 1364, 1234, 1365)
section-heading: Μέτρα διὰ τοὺς δράστας (813, 693, 1001, 708)
article-paragraph: Τῇ ἐνεργείᾳ τοῦ φιλοπροόδου Δημάρχου κ. Φραγ. Μ. Κρητικοῦ ἠγοράσθη παρὰ τοῦ Δήμου ἡ πλησίον τοῦ λιμένος ἀποθήκη πρὸς ἐγκατάστασιν τοῦ Ἀρχαιολογικοῦ Μουσείου πρὸς περισυλλογὴν τῶν ἐν τῇ νήσῳ εὑρισκομένων ἀρχαιοτήτων. (589, 1649, 792, 1755)
article-paragraph: Συγκινητικὴ ἄκρως ὑπῆρξεν ἡ στιγμὴ καθ᾽ ἣν ὁ τόσον ὡραῖος καὶ εὐσταλὴς νέος κατελθὼν ἐπὶ ἀναπηρικοῦ ὀχήματος ἐξῆλθε τοῦ θεραπευτικοῦ καθιδρύματος πρὸς τὸ ὁποῖον ἐξέφρασε τὴν εὐγνωμοσύνην του. (154, 1577, 360, 1670)
decree-signature: ΓΕΩΡΓΙΟΣ (658, 765, 723, 779)
subheadline: ΠΟΣΑ ΕΨΗΦΙΣΘΗΣΑΝ (1283, 279, 1447, 295)
